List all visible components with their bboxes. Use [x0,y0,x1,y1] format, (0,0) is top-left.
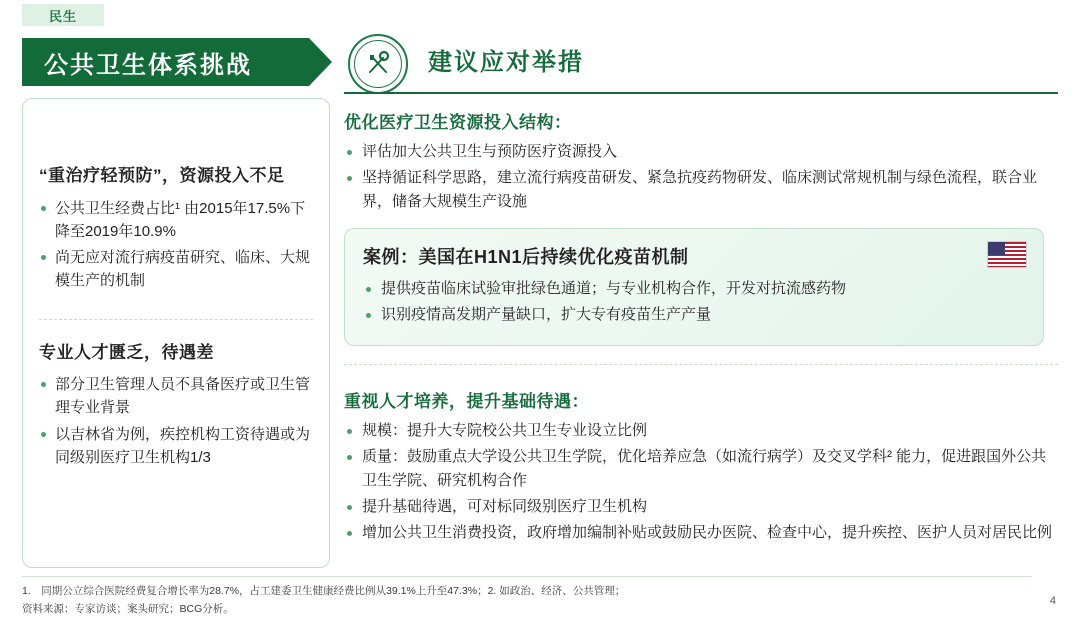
case-card [344,228,1044,346]
flag-canton [988,242,1005,255]
right-section-2-heading: 重视人才培养，提升基础待遇： [344,392,589,411]
list-item: 尚无应对流行病疫苗研究、临床、大规模生产的机制 [39,246,313,293]
right-column [344,30,1058,547]
right-divider [344,364,1058,365]
left-banner-arrow [309,38,332,86]
list-item: 提升基础待遇，可对标同级别医疗卫生机构 [344,495,1058,519]
right-header [344,30,1058,92]
left-content-box [22,98,330,568]
left-section-2 [39,340,313,470]
left-section-2-bullets [39,373,313,469]
footnote [22,576,1032,619]
list-item: 评估加大公共卫生与预防医疗资源投入 [344,140,1058,164]
footnote-line-1: 1. 同期公立综合医院经费复合增长率为28.7%，占工建委卫生健康经费比例从39.1%上升至47.3%；2. 如政治、经济、公共管理； [22,585,626,598]
left-section-1-bullets [39,197,313,293]
list-item: 坚持循证科学思路，建立流行病疫苗研发、紧急抗疫药物研发、临床测试常规机制与绿色流程，联合业界，储备大规模生产设施 [344,166,1058,214]
case-title: 案例：美国在H1N1后持续优化疫苗机制 [363,247,689,267]
right-section-1 [344,108,1058,214]
left-banner-title: 公共卫生体系挑战 [44,51,252,79]
right-section-1-heading: 优化医疗卫生资源投入结构： [344,113,572,132]
list-item: 提供疫苗临床试验审批绿色通道；与专业机构合作，开发对抗流感药物 [363,277,1025,301]
list-item: 部分卫生管理人员不具备医疗或卫生管理专业背景 [39,373,313,420]
right-section-2 [344,387,1058,545]
tools-icon-inner [354,40,402,88]
left-section-2-heading: 专业人才匮乏，待遇差 [39,342,214,362]
case-bullets [363,277,1025,327]
list-item: 质量：鼓励重点大学设公共卫生学院，优化培养应急（如流行病学）及交叉学科² 能力，促进跟国外公共卫生学院、研究机构合作 [344,445,1058,493]
usa-flag-icon [987,241,1027,268]
right-section-2-bullets [344,419,1058,545]
list-item: 识别疫情高发期产量缺口，扩大专有疫苗生产产量 [363,303,1025,327]
page-number: 4 [1049,595,1056,607]
tools-icon-glyph [363,49,393,79]
left-section-1-heading: “重治疗轻预防”，资源投入不足 [39,166,285,185]
right-section-1-bullets [344,140,1058,214]
header-rule [344,92,1058,94]
left-banner [22,38,332,86]
left-divider [39,319,313,320]
left-column [22,38,332,568]
category-tag [22,4,104,26]
tools-icon [348,34,408,94]
right-title: 建议应对举措 [428,49,584,76]
footnote-line-2: 资料来源：专家访谈；案头研究；BCG分析。 [22,603,234,616]
category-tag-label: 民生 [48,8,77,24]
list-item: 增加公共卫生消费投资，政府增加编制补贴或鼓励民办医院、检查中心，提升疾控、医护人员对居民比例 [344,521,1058,545]
list-item: 规模：提升大专院校公共卫生专业设立比例 [344,419,1058,443]
list-item: 以吉林省为例，疾控机构工资待遇或为同级别医疗卫生机构1/3 [39,423,313,470]
left-section-1 [39,113,313,293]
list-item: 公共卫生经费占比¹ 由2015年17.5%下降至2019年10.9% [39,197,313,244]
